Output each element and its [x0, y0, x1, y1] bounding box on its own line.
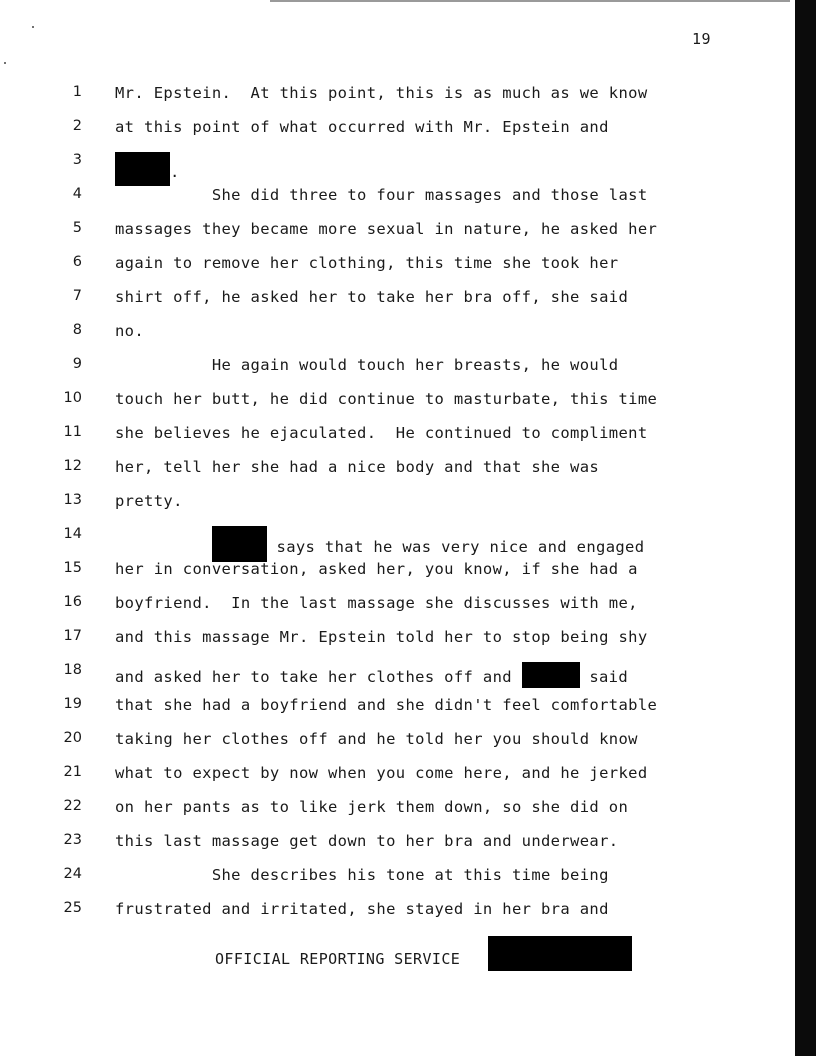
- scan-edge-bar: [795, 0, 816, 1056]
- line-number: 8: [72, 322, 82, 338]
- line-number: 17: [63, 628, 82, 644]
- line-text-segment: her in conversation, asked her, you know, if she had a: [115, 560, 638, 578]
- line-text: [115, 424, 648, 442]
- line-text: [115, 696, 657, 714]
- line-number: 23: [63, 832, 82, 848]
- line-text-segment: shirt off, he asked her to take her bra off, she said: [115, 288, 629, 306]
- line-text-segment: touch her butt, he did continue to masturbate, this time: [115, 390, 658, 408]
- line-text-segment: and this massage Mr. Epstein told her to stop being shy: [115, 628, 648, 646]
- line-text: [115, 356, 618, 374]
- line-text: [115, 798, 628, 816]
- line-text-segment: this last massage get down to her bra and underwear.: [115, 832, 619, 850]
- line-number: 12: [63, 458, 82, 474]
- line-text: [115, 594, 638, 612]
- line-text-segment: on her pants as to like jerk them down, so she did on: [115, 798, 629, 816]
- line-number: 9: [72, 356, 82, 372]
- line-text-segment: She did three to four massages and those last: [115, 186, 648, 204]
- line-text: [115, 84, 648, 102]
- footer-text: OFFICIAL REPORTING SERVICE: [215, 950, 461, 968]
- line-text-segment: her, tell her she had a nice body and that she was: [115, 458, 600, 476]
- line-number: 5: [72, 220, 82, 236]
- line-text: [115, 254, 618, 272]
- line-number: 13: [63, 492, 82, 508]
- top-rule: [270, 0, 790, 2]
- line-text-segment: at this point of what occurred with Mr. Epstein and: [115, 118, 609, 136]
- line-number: 25: [63, 900, 82, 916]
- line-text: [115, 152, 180, 186]
- redaction-block: [115, 152, 170, 186]
- line-number: 20: [63, 730, 82, 746]
- line-text: [115, 220, 657, 238]
- line-text-segment: boyfriend. In the last massage she discusses with me,: [115, 594, 638, 612]
- line-text: [115, 900, 609, 918]
- line-text: [115, 628, 648, 646]
- line-text-segment: [115, 538, 212, 556]
- line-text-segment: She describes his tone at this time being: [115, 866, 609, 884]
- line-text: [115, 764, 648, 782]
- line-number: 4: [72, 186, 82, 202]
- line-text-segment: taking her clothes off and he told her you should know: [115, 730, 638, 748]
- line-text: [115, 288, 628, 306]
- page-number: 19: [692, 30, 712, 48]
- line-text-segment: massages they became more sexual in nature, he asked her: [115, 220, 658, 238]
- line-text-segment: says that he was very nice and engaged: [266, 538, 645, 556]
- line-text: [115, 560, 638, 578]
- line-text-segment: no.: [115, 322, 145, 340]
- line-number: 6: [72, 254, 82, 270]
- line-text: [115, 526, 644, 562]
- line-number: 3: [72, 152, 82, 168]
- footer-redaction: [488, 936, 632, 971]
- line-text: [115, 186, 648, 204]
- line-text: [115, 866, 609, 884]
- line-number: 14: [63, 526, 82, 542]
- line-number: 7: [72, 288, 82, 304]
- line-text: [115, 322, 144, 340]
- redaction-block: [212, 526, 267, 562]
- line-text: [115, 832, 618, 850]
- line-text: [115, 458, 599, 476]
- line-number: 15: [63, 560, 82, 576]
- line-number: 21: [63, 764, 82, 780]
- line-text-segment: and asked her to take her clothes off and: [115, 668, 522, 686]
- line-text-segment: .: [170, 163, 180, 181]
- line-text-segment: pretty.: [115, 492, 183, 510]
- line-number: 11: [63, 424, 82, 440]
- line-number: 18: [63, 662, 82, 678]
- line-number: 24: [63, 866, 82, 882]
- line-text: [115, 492, 183, 510]
- line-text-segment: He again would touch her breasts, he would: [115, 356, 619, 374]
- line-text-segment: said: [579, 668, 629, 686]
- redaction-block: [522, 662, 580, 688]
- line-text: [115, 730, 638, 748]
- line-text-segment: Mr. Epstein. At this point, this is as much as we know: [115, 84, 648, 102]
- line-text-segment: what to expect by now when you come here, and he jerked: [115, 764, 648, 782]
- line-text: [115, 662, 628, 688]
- line-text-segment: that she had a boyfriend and she didn't feel comfortable: [115, 696, 658, 714]
- line-number: 10: [63, 390, 82, 406]
- line-number: 16: [63, 594, 82, 610]
- line-number: 19: [63, 696, 82, 712]
- scan-speck: [32, 26, 34, 28]
- line-text: [115, 118, 609, 136]
- line-number: 1: [72, 84, 82, 100]
- scan-speck: [4, 62, 6, 64]
- line-number: 2: [72, 118, 82, 134]
- line-number: 22: [63, 798, 82, 814]
- line-text-segment: she believes he ejaculated. He continued to compliment: [115, 424, 648, 442]
- line-text-segment: frustrated and irritated, she stayed in her bra and: [115, 900, 609, 918]
- line-text-segment: again to remove her clothing, this time she took her: [115, 254, 619, 272]
- line-text: [115, 390, 657, 408]
